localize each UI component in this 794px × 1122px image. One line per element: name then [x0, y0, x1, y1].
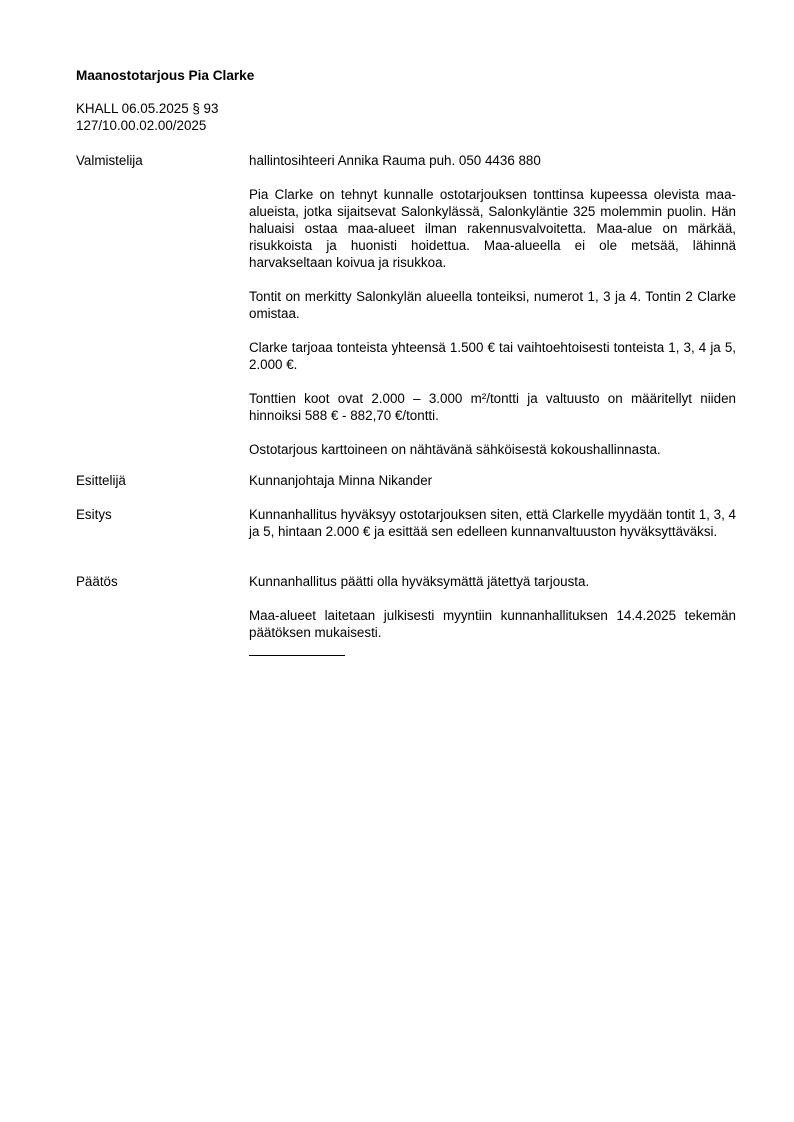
proposal-text: Kunnanhallitus hyväksyy ostotarjouksen siten, että Clarkelle myydään tontit 1, 3, 4 ja 5, hintaan 2.000 € ja esittää sen edelleen kunnanvaltuuston hyväksyttäväksi. [249, 507, 736, 539]
section-content-paatos [249, 573, 736, 641]
section-content-valmistelija [249, 152, 736, 458]
section-label-valmistelija: Valmistelija [76, 153, 143, 168]
section-label-esittelija: Esittelijä [76, 473, 126, 488]
section-content-esitys [249, 506, 736, 540]
preparer-line: hallintosihteeri Annika Rauma puh. 050 4436 880 [249, 153, 541, 168]
decision-followup-text: Maa-alueet laitetaan julkisesti myyntiin kunnanhallituksen 14.4.2025 tekemän päätöksen mukaisesti. [249, 608, 736, 640]
record-number: 127/10.00.02.00/2025 [76, 118, 207, 133]
paragraph-plot-sizes: Tonttien koot ovat 2.000 – 3.000 m²/tontti ja valtuusto on määritellyt niiden hinnoiksi 588 € - 882,70 €/tontti. [249, 391, 736, 423]
section-label-esitys: Esitys [76, 507, 112, 522]
meeting-reference: KHALL 06.05.2025 § 93 [76, 101, 219, 116]
document-meta [76, 100, 218, 134]
decision-text: Kunnanhallitus päätti olla hyväksymättä jätettyä tarjousta. [249, 574, 590, 589]
section-content-esittelija [249, 472, 736, 489]
paragraph-plot-numbers: Tontit on merkitty Salonkylän alueella tonteiksi, numerot 1, 3 ja 4. Tontin 2 Clarke omistaa. [249, 289, 736, 321]
presenter-line: Kunnanjohtaja Minna Nikander [249, 473, 433, 488]
closing-rule [249, 655, 345, 656]
document-title: Maanostotarjous Pia Clarke [76, 68, 255, 83]
paragraph-offer-price: Clarke tarjoaa tonteista yhteensä 1.500 € tai vaihtoehtoisesti tonteista 1, 3, 4 ja 5, 2.000 €. [249, 340, 736, 372]
section-label-paatos: Päätös [76, 574, 118, 589]
paragraph-offer-description: Pia Clarke on tehnyt kunnalle ostotarjouksen tonttinsa kupeessa olevista maa-alueista, jotka sijaitsevat Salonkylässä, Salonkyläntie 325 molemmin puolin. Hän haluaisi ostaa maa-alueet ilman rakennusvalvoitetta. Maa-alue on märkää, risukkoista ja huonisti hoidettua. Maa-alueella ei ole metsää, lähinnä harvakseltaan koivua ja risukkoa. [249, 187, 736, 270]
paragraph-attachment-note: Ostotarjous karttoineen on nähtävänä sähköisestä kokoushallinnasta. [249, 442, 661, 457]
